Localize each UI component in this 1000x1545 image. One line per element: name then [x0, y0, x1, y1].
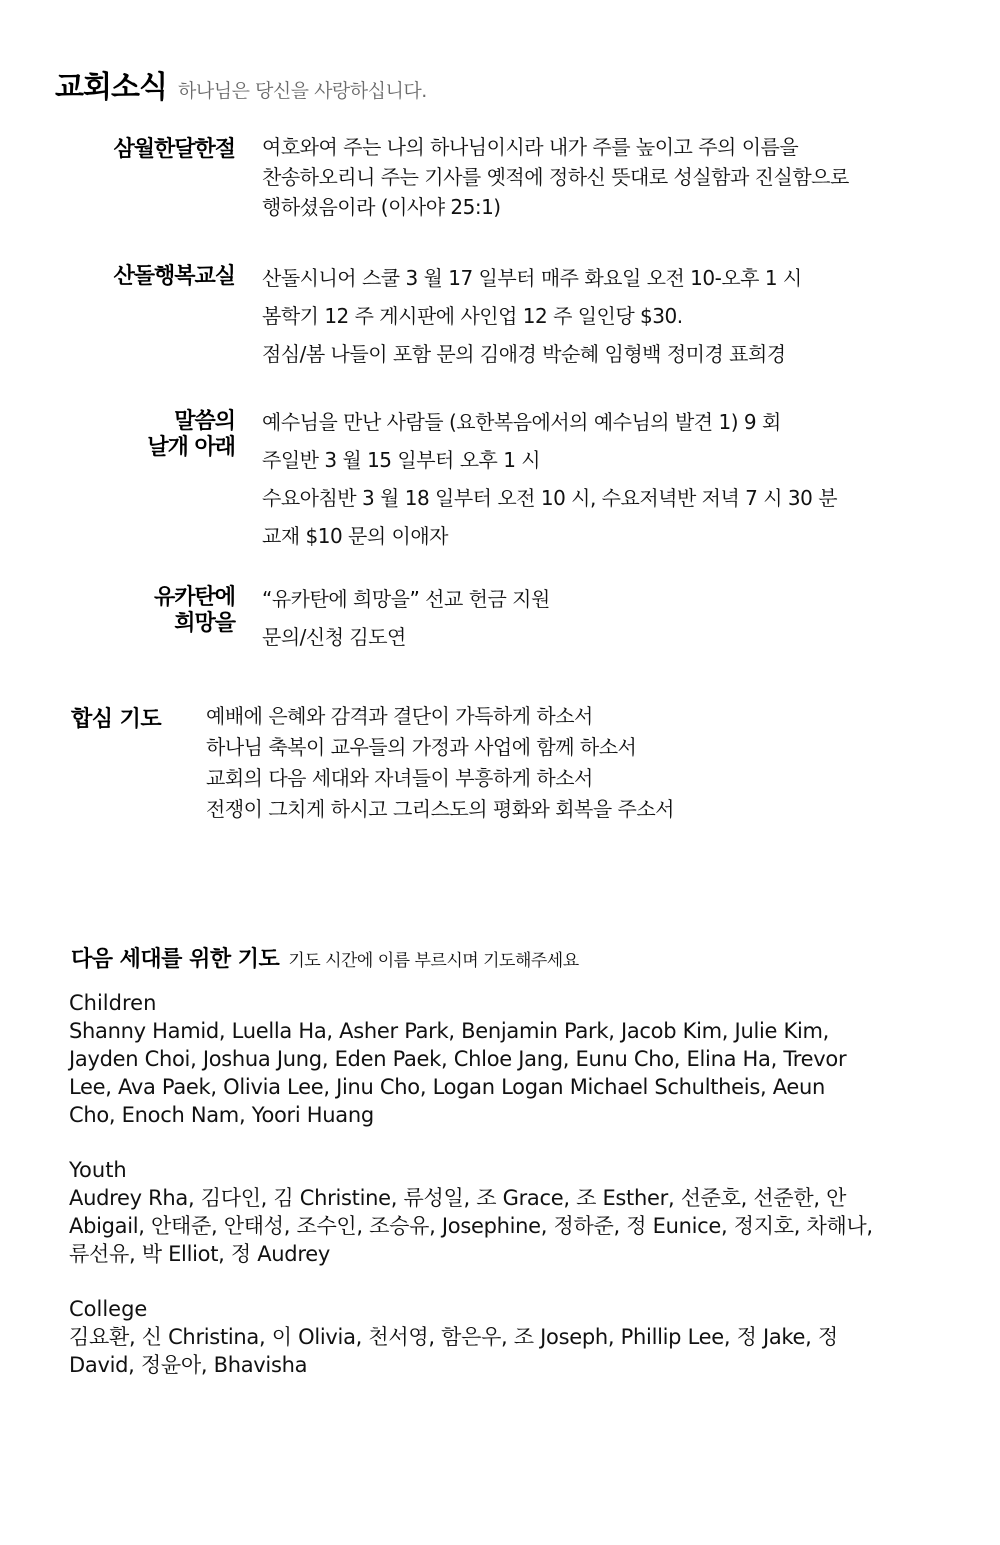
next-gen-title: 다음 세대를 위한 기도 [71, 947, 280, 972]
names-line: David, 정윤아, Bhavisha [69, 1353, 308, 1377]
announcement-label: 유카탄에 희망을 [153, 585, 235, 636]
body-line: 문의/신청 김도연 [262, 625, 406, 649]
next-gen-subtitle: 기도 시간에 이름 부르시며 기도해주세요 [288, 951, 579, 971]
body-line: 산돌시니어 스쿨 3 월 17 일부터 매주 화요일 오전 10-오후 1 시 [262, 266, 802, 290]
names-line: 류선유, 박 Elliot, 정 Audrey [69, 1242, 330, 1266]
next-gen-header [71, 942, 579, 973]
body-line: 봄학기 12 주 게시판에 사인업 12 주 일인당 $30. [262, 304, 683, 328]
group-youth [69, 1156, 919, 1268]
body-line: 점심/봄 나들이 포함 문의 김애경 박순혜 임형백 정미경 표희경 [262, 342, 786, 366]
group-names [69, 1323, 919, 1379]
group-name: College [69, 1297, 148, 1321]
names-line: Jayden Choi, Joshua Jung, Eden Paek, Chloe Jang, Eunu Cho, Elina Ha, Trevor [69, 1047, 847, 1071]
body-line: 행하셨음이라 (이사야 25:1) [262, 195, 501, 219]
names-line: Cho, Enoch Nam, Yoori Huang [69, 1103, 374, 1127]
names-line: Shanny Hamid, Luella Ha, Asher Park, Benjamin Park, Jacob Kim, Julie Kim, [69, 1019, 830, 1043]
prayer-body [206, 701, 674, 825]
group-name: Youth [69, 1158, 127, 1182]
prayer-line: 예배에 은혜와 감격과 결단이 가득하게 하소서 [206, 704, 593, 728]
prayer-line: 하나님 축복이 교우들의 가정과 사업에 함께 하소서 [206, 735, 637, 759]
page-title: 교회소식 [55, 70, 167, 105]
group-names [69, 1017, 919, 1129]
group-names [69, 1184, 919, 1268]
page-header [55, 62, 427, 106]
body-line: 찬송하오리니 주는 기사를 옛적에 정하신 뜻대로 성실함과 진실함으로 [262, 165, 849, 189]
body-line: 여호와여 주는 나의 하나님이시라 내가 주를 높이고 주의 이름을 [262, 135, 799, 159]
announcement-body [262, 403, 962, 555]
body-line: 수요아침반 3 월 18 일부터 오전 10 시, 수요저녁반 저녁 7 시 30 분 [262, 486, 838, 510]
body-line: 교재 $10 문의 이애자 [262, 524, 448, 548]
names-line: 김요환, 신 Christina, 이 Olivia, 천서영, 함은우, 조 Joseph, Phillip Lee, 정 Jake, 정 [69, 1325, 838, 1349]
body-line: “유카탄에 희망을” 선교 헌금 지원 [262, 587, 550, 611]
announcement-label: 삼월한달한절 [113, 137, 235, 162]
prayer-line: 전쟁이 그치게 하시고 그리스도의 평화와 회복을 주소서 [206, 797, 675, 821]
body-line: 예수님을 만난 사람들 (요한복음에서의 예수님의 발견 1) 9 회 [262, 410, 781, 434]
prayer-label: 합심 기도 [71, 707, 162, 732]
names-line: Abigail, 안태준, 안태성, 조수인, 조승유, Josephine, 정하준, 정 Eunice, 정지호, 차해나, [69, 1214, 873, 1238]
group-children [69, 989, 919, 1129]
announcement-label: 말씀의 날개 아래 [147, 409, 235, 460]
page-subtitle: 하나님은 당신을 사랑하십니다. [178, 80, 427, 102]
names-line: Audrey Rha, 김다인, 김 Christine, 류성일, 조 Grace, 조 Esther, 선준호, 선준한, 안 [69, 1186, 847, 1210]
announcement-body [262, 132, 962, 222]
announcement-body [262, 259, 962, 373]
announcement-label: 산돌행복교실 [113, 264, 235, 289]
body-line: 주일반 3 월 15 일부터 오후 1 시 [262, 448, 541, 472]
announcement-body [262, 580, 962, 656]
group-name: Children [69, 991, 157, 1015]
names-line: Lee, Ava Paek, Olivia Lee, Jinu Cho, Logan Logan Michael Schultheis, Aeun [69, 1075, 826, 1099]
prayer-line: 교회의 다음 세대와 자녀들이 부흥하게 하소서 [206, 766, 593, 790]
group-college [69, 1295, 919, 1379]
